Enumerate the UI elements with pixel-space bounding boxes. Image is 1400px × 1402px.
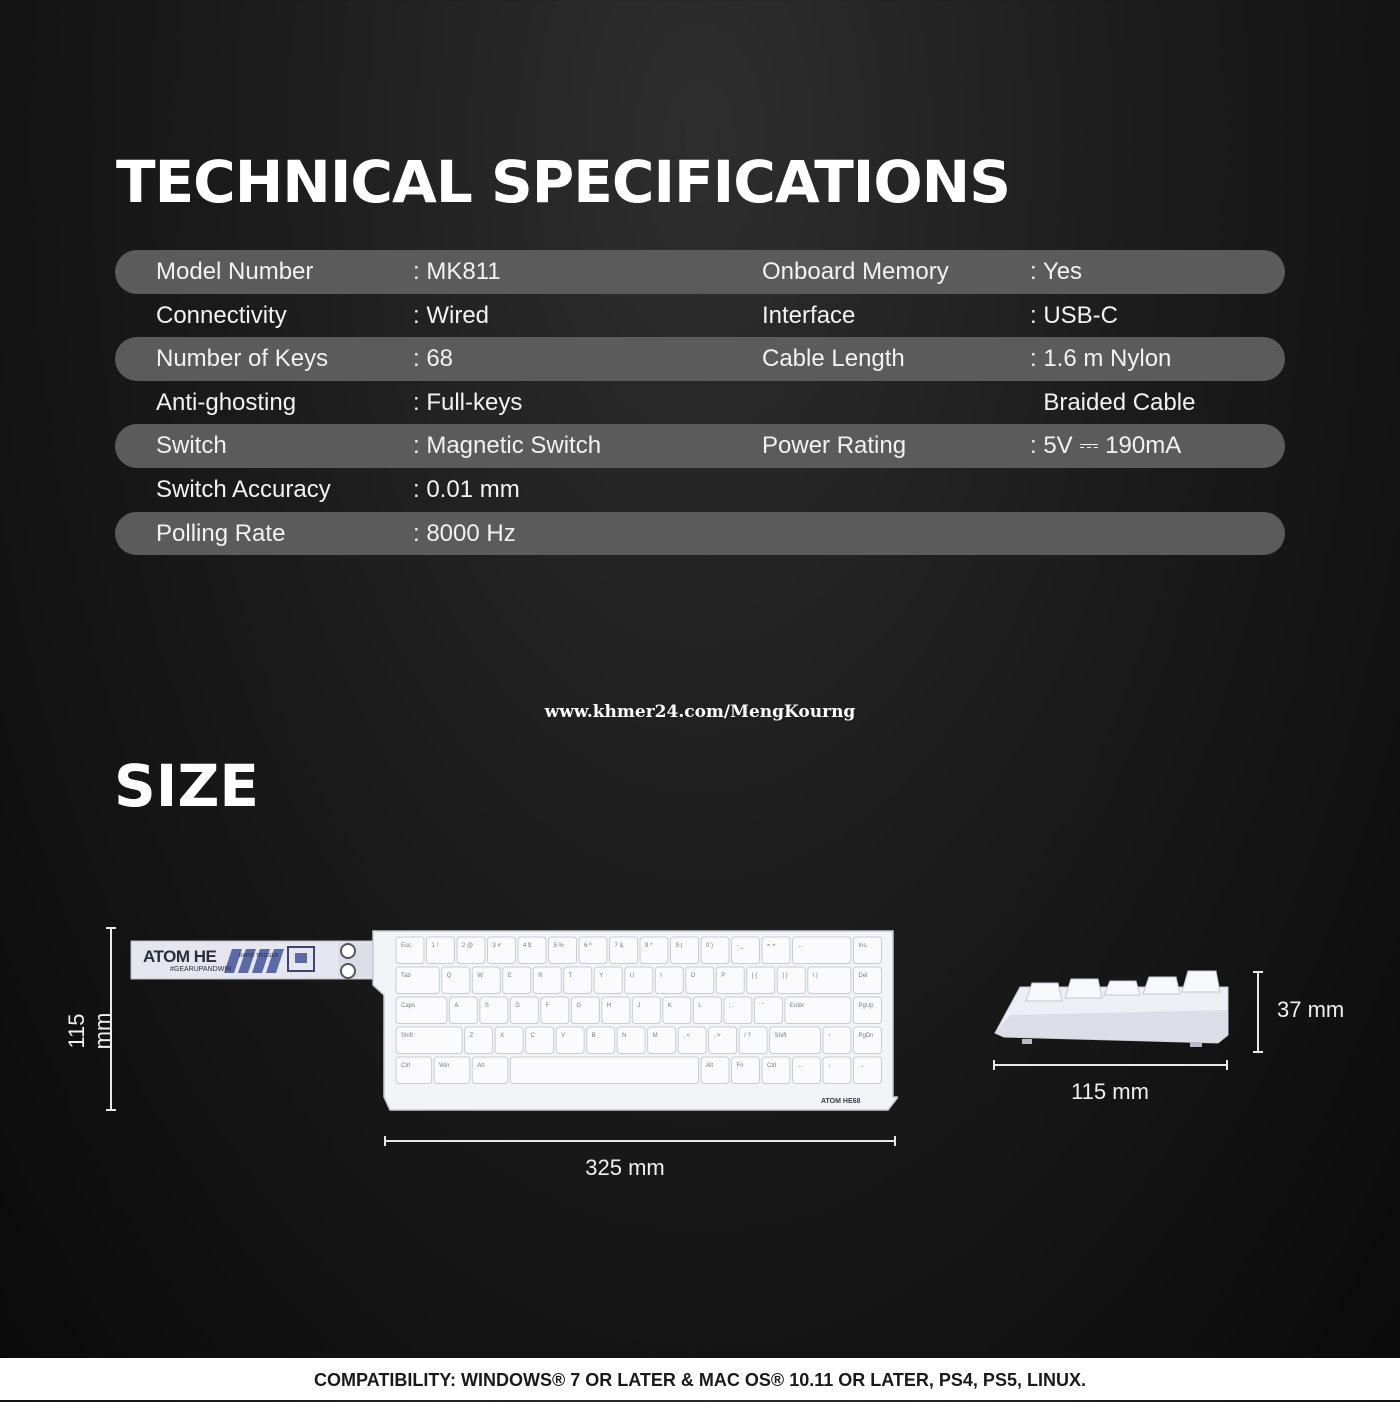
- keycap: [396, 1027, 462, 1054]
- spec-table: [115, 250, 1285, 555]
- keycap-legend: ↓: [828, 1063, 831, 1069]
- keycap-legend: 7 &: [614, 943, 624, 949]
- keycap-legend: Alt: [477, 1063, 485, 1069]
- keycap: [602, 997, 630, 1024]
- keycap: [472, 1057, 508, 1084]
- keycap-legend: X: [500, 1033, 505, 1039]
- strap-ring: [341, 964, 355, 978]
- spec-label: Interface: [762, 301, 856, 329]
- keycap: [793, 1057, 821, 1084]
- keycap: [701, 937, 729, 964]
- keycap: [541, 997, 569, 1024]
- keycap-legend: = +: [767, 943, 776, 949]
- spec-row: [115, 468, 1285, 512]
- keycap: [709, 1027, 737, 1054]
- keycap: [785, 997, 851, 1024]
- model-badge: ATOM HE68: [821, 1098, 861, 1105]
- keycap: [678, 1027, 706, 1054]
- keycap-legend: 8 *: [645, 943, 653, 949]
- keycap-legend: T: [568, 973, 573, 979]
- keycap: [854, 1057, 882, 1084]
- keycap-legend: F: [545, 1003, 550, 1009]
- keycap: [808, 967, 851, 994]
- keycap: [465, 1027, 493, 1054]
- keycap: [526, 1027, 554, 1054]
- keycap-legend: Ctrl: [767, 1063, 777, 1069]
- depth-dimension-label: 115 mm: [1071, 1079, 1149, 1104]
- spec-row: [115, 512, 1285, 556]
- keycap: [396, 1057, 432, 1084]
- keycap-legend: Alt: [706, 1063, 714, 1069]
- keycap: [495, 1027, 523, 1054]
- keycap-legend: G: [576, 1003, 582, 1009]
- keycap-legend: 9 (: [675, 943, 683, 949]
- keycap: [701, 1057, 729, 1084]
- keycap-legend: ↑: [828, 1033, 831, 1039]
- dimension-tick: [1253, 971, 1263, 973]
- dimension-tick: [894, 1136, 896, 1146]
- keycap-legend: 3 #: [492, 943, 501, 949]
- keycap: [732, 1057, 760, 1084]
- keycap: [823, 1057, 851, 1084]
- keycap-legend: →: [858, 1063, 865, 1069]
- keycap: [434, 1057, 470, 1084]
- keycap-legend: ] }: [782, 973, 788, 979]
- keycap: [693, 997, 721, 1024]
- dimension-tick: [106, 927, 116, 929]
- keycap: [663, 997, 691, 1024]
- keycap-legend: - _: [736, 943, 744, 949]
- keycap-legend: 0 ): [706, 943, 714, 949]
- keycap: [854, 937, 882, 964]
- keycap: [556, 1027, 584, 1054]
- keycap-legend: 6 ^: [584, 943, 592, 949]
- keycap-legend: Ins: [858, 943, 867, 949]
- keycap-legend: Shift: [774, 1033, 787, 1039]
- spec-label: Connectivity: [156, 301, 287, 329]
- side-height-dimension-label: 37 mm: [1277, 997, 1345, 1022]
- size-title: SIZE: [114, 752, 260, 820]
- keycap-legend: \ |: [812, 973, 818, 979]
- keycap-legend: R: [538, 973, 543, 979]
- keycap-legend: Z: [469, 1033, 474, 1039]
- keycap: [594, 967, 622, 994]
- keycap: [427, 937, 455, 964]
- spec-row: [115, 250, 1285, 294]
- keycap: [762, 1057, 790, 1084]
- keycap-legend: 5 %: [553, 943, 564, 949]
- keyboard-side-view: [990, 965, 1235, 1055]
- keycap-legend: M: [652, 1033, 658, 1039]
- keycap: [632, 997, 660, 1024]
- keycap-legend: I: [660, 973, 662, 979]
- keycap: [396, 967, 439, 994]
- spec-label: Power Rating: [762, 432, 907, 460]
- keycap-legend: V: [561, 1033, 566, 1039]
- keycap-legend: Fn: [736, 1063, 744, 1069]
- keycap-legend: ; :: [728, 1003, 734, 1009]
- keycap: [510, 997, 538, 1024]
- keycap: [579, 937, 607, 964]
- dimension-tick: [1253, 1051, 1263, 1053]
- spec-value: : 5V ⎓ 190mA: [1030, 432, 1182, 460]
- keycap: [533, 967, 561, 994]
- dimension-tick: [384, 1136, 386, 1146]
- keycap-legend: ' ": [759, 1003, 765, 1009]
- keycap: [854, 967, 882, 994]
- keycap: [770, 1027, 821, 1054]
- keycap-legend: Caps: [401, 1003, 416, 1009]
- keycap: [549, 937, 577, 964]
- keycap: [732, 937, 760, 964]
- keycap: [648, 1027, 676, 1054]
- spec-value: : 1.6 m Nylon: [1030, 345, 1172, 373]
- keycap-legend: A: [454, 1003, 459, 1009]
- spec-value: : 68: [413, 345, 454, 373]
- keycap: [449, 997, 477, 1024]
- keycap: [686, 967, 714, 994]
- keycap: [793, 937, 852, 964]
- depth-dimension-line: [993, 1064, 1228, 1066]
- keycap: [442, 967, 470, 994]
- keycap-legend: U: [629, 973, 635, 979]
- spec-label: Number of Keys: [156, 345, 329, 373]
- keycap-legend: . >: [713, 1033, 721, 1039]
- keycap-legend: Q: [446, 973, 452, 979]
- keycap: [823, 1027, 851, 1054]
- keycap: [480, 997, 508, 1024]
- keycap: [396, 937, 424, 964]
- keycap: [747, 967, 775, 994]
- keycap-legend: Tab: [401, 973, 411, 979]
- keycap-legend: J: [637, 1003, 641, 1009]
- keycap-legend: 2 @: [462, 943, 474, 949]
- keycap: [503, 967, 531, 994]
- keycap: [617, 1027, 645, 1054]
- keycap: [472, 967, 500, 994]
- keycap: [488, 937, 516, 964]
- spec-label: Onboard Memory: [762, 258, 949, 285]
- spec-row: [115, 381, 1285, 425]
- keycap-legend: [ {: [751, 973, 758, 979]
- keycap-legend: , <: [683, 1033, 690, 1039]
- watermark-url: www.khmer24.com/MengKourng: [544, 702, 856, 722]
- spec-label: Anti-ghosting: [156, 388, 297, 416]
- height-dimension-label: 115 mm: [64, 1012, 115, 1050]
- spec-label: Model Number: [156, 258, 314, 285]
- spec-label: Cable Length: [762, 345, 905, 373]
- spec-label: Polling Rate: [156, 519, 286, 547]
- keycap-legend: 4 $: [523, 943, 532, 949]
- keycap-legend: D: [515, 1003, 520, 1009]
- keycap-legend: L: [698, 1003, 702, 1009]
- keycap: [854, 997, 882, 1024]
- keycap: [854, 1027, 882, 1054]
- spec-value: : USB-C: [1030, 301, 1119, 329]
- keycap-legend: ←: [797, 943, 804, 949]
- keycap: [587, 1027, 615, 1054]
- spec-row: [115, 424, 1285, 468]
- spec-label: Switch Accuracy: [156, 475, 331, 503]
- keycap-legend: B: [591, 1033, 596, 1039]
- keycap: [754, 997, 782, 1024]
- keycap: [739, 1027, 767, 1054]
- keycap: [610, 937, 638, 964]
- keycap: [777, 967, 805, 994]
- keycap: [655, 967, 683, 994]
- keycap: [571, 997, 599, 1024]
- keycap-legend: 1 !: [431, 943, 439, 949]
- spec-value: : Full-keys: [413, 388, 523, 416]
- keycap: [457, 937, 485, 964]
- keycap-legend: / ?: [744, 1033, 751, 1039]
- keycap-legend: Del: [858, 973, 868, 979]
- spec-value: : 8000 Hz: [413, 519, 516, 547]
- dimension-tick: [1226, 1060, 1228, 1070]
- spec-value: : 0.01 mm: [413, 475, 520, 503]
- keycap-legend: PgDn: [858, 1033, 874, 1039]
- spec-row: [115, 337, 1285, 381]
- keycap-legend: P: [721, 973, 726, 979]
- brand-text: ATOM HE: [143, 947, 217, 966]
- keycap: [762, 937, 790, 964]
- keycap-legend: C: [530, 1033, 535, 1039]
- keycap-legend: Esc: [401, 943, 412, 949]
- keycap-legend: ←: [797, 1063, 804, 1069]
- spec-value: : Magnetic Switch: [413, 432, 602, 460]
- keycap-legend: PgUp: [858, 1003, 874, 1009]
- side-height-dimension-line: [1257, 971, 1259, 1053]
- hashtag-text: #GEARUPANDWIN: [170, 966, 232, 973]
- keycap-legend: O: [690, 973, 696, 979]
- keycap-legend: Y: [599, 973, 604, 979]
- spec-row: [115, 294, 1285, 338]
- keycap: [640, 937, 668, 964]
- strap-subtext: RAPID TRIGGER: [239, 953, 279, 959]
- keycap-legend: Win: [439, 1063, 450, 1069]
- dimension-tick: [106, 1109, 116, 1111]
- width-dimension-label: 325 mm: [585, 1155, 665, 1180]
- strap-ring: [341, 944, 355, 958]
- keycap: [510, 1057, 698, 1084]
- width-dimension-line: [384, 1140, 896, 1142]
- spec-value: : Yes: [1030, 258, 1083, 285]
- keycap: [724, 997, 752, 1024]
- keycap-legend: E: [507, 973, 512, 979]
- keycap-legend: S: [484, 1003, 489, 1009]
- spec-label: Switch: [156, 432, 227, 460]
- keycap-legend: Shift: [401, 1033, 414, 1039]
- keycap: [518, 937, 546, 964]
- keycap-legend: N: [622, 1033, 627, 1039]
- keycap-legend: Enter: [789, 1003, 805, 1009]
- keycap-legend: K: [667, 1003, 672, 1009]
- keycap: [625, 967, 653, 994]
- spec-value: : MK811: [413, 258, 501, 285]
- keycap-legend: H: [606, 1003, 612, 1009]
- keycap-legend: W: [477, 973, 483, 979]
- keycap: [671, 937, 699, 964]
- page-title: TECHNICAL SPECIFICATIONS: [116, 148, 1010, 216]
- dimension-tick: [993, 1060, 995, 1070]
- keycap: [396, 997, 447, 1024]
- keycap-legend: Ctrl: [401, 1063, 411, 1069]
- spec-value: Braided Cable: [1030, 388, 1196, 416]
- keycap: [716, 967, 744, 994]
- keycap: [564, 967, 592, 994]
- spec-value: : Wired: [413, 301, 490, 329]
- compatibility-footer: COMPATIBILITY: WINDOWS® 7 OR LATER & MAC OS® 10.11 OR LATER, PS4, PS5, LINUX.: [0, 1358, 1400, 1400]
